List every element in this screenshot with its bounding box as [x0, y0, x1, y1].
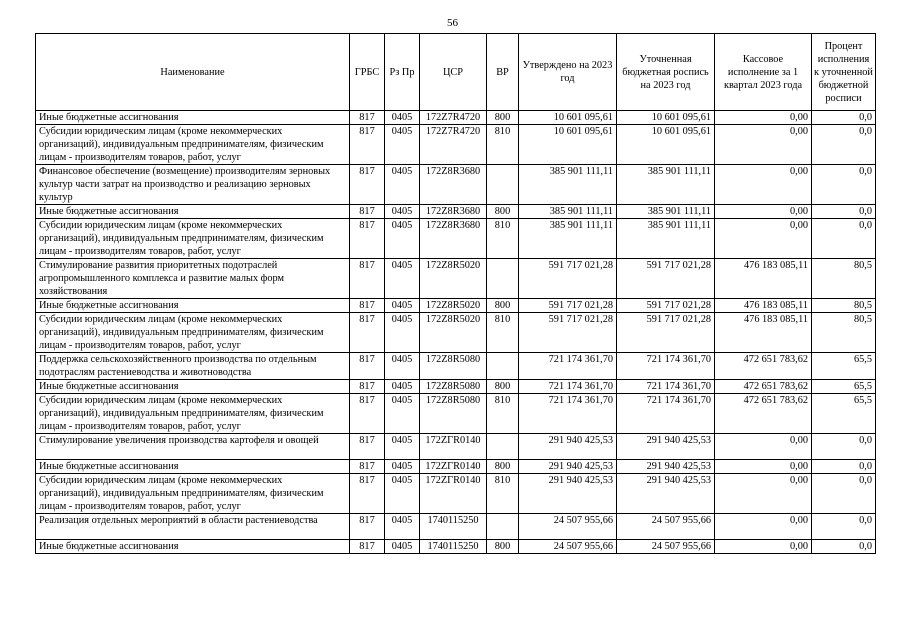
cell-vr: 810: [487, 394, 519, 434]
cell-csr: 172Z8R5080: [420, 380, 487, 394]
cell-rzpr: 0405: [385, 259, 420, 299]
cell-vr: 800: [487, 540, 519, 554]
cell-name: Иные бюджетные ассигнования: [36, 380, 350, 394]
cell-percent: 65,5: [812, 394, 876, 434]
cell-rzpr: 0405: [385, 313, 420, 353]
cell-cash: 472 651 783,62: [715, 353, 812, 380]
header-approved: Утверждено на 2023 год: [519, 34, 617, 111]
cell-csr: 172ZГR0140: [420, 460, 487, 474]
cell-cash: 0,00: [715, 219, 812, 259]
cell-cash: 476 183 085,11: [715, 313, 812, 353]
cell-grbs: 817: [350, 111, 385, 125]
cell-approved: 24 507 955,66: [519, 540, 617, 554]
cell-csr: 172Z8R5020: [420, 259, 487, 299]
cell-rzpr: 0405: [385, 540, 420, 554]
cell-refined: 721 174 361,70: [617, 394, 715, 434]
cell-approved: 721 174 361,70: [519, 394, 617, 434]
cell-grbs: 817: [350, 380, 385, 394]
cell-cash: 472 651 783,62: [715, 394, 812, 434]
cell-percent: 65,5: [812, 380, 876, 394]
cell-rzpr: 0405: [385, 111, 420, 125]
cell-refined: 721 174 361,70: [617, 380, 715, 394]
cell-cash: 0,00: [715, 165, 812, 205]
cell-rzpr: 0405: [385, 514, 420, 540]
cell-rzpr: 0405: [385, 205, 420, 219]
cell-rzpr: 0405: [385, 380, 420, 394]
table-row: [36, 219, 876, 259]
cell-refined: 10 601 095,61: [617, 111, 715, 125]
header-name: Наименование: [36, 34, 350, 111]
table-body: [36, 111, 876, 554]
cell-approved: 721 174 361,70: [519, 353, 617, 380]
cell-vr: [487, 259, 519, 299]
cell-name: Субсидии юридическим лицам (кроме некоммерческих организаций), индивидуальным предпринимателям, физическим лицам - производителям товаров, работ, услуг: [36, 394, 350, 434]
cell-grbs: 817: [350, 514, 385, 540]
cell-grbs: 817: [350, 299, 385, 313]
cell-csr: 172Z8R5020: [420, 299, 487, 313]
cell-vr: 800: [487, 111, 519, 125]
cell-approved: 385 901 111,11: [519, 219, 617, 259]
cell-name: Иные бюджетные ассигнования: [36, 540, 350, 554]
cell-percent: 0,0: [812, 111, 876, 125]
table-row: [36, 474, 876, 514]
table-row: [36, 205, 876, 219]
cell-name: Стимулирование развития приоритетных подотраслей агропромышленного комплекса и развитие малых форм хозяйствования: [36, 259, 350, 299]
cell-cash: 0,00: [715, 474, 812, 514]
cell-rzpr: 0405: [385, 299, 420, 313]
cell-rzpr: 0405: [385, 353, 420, 380]
header-vr: ВР: [487, 34, 519, 111]
cell-vr: 810: [487, 125, 519, 165]
cell-name: Иные бюджетные ассигнования: [36, 299, 350, 313]
table-row: [36, 380, 876, 394]
cell-refined: 385 901 111,11: [617, 219, 715, 259]
cell-vr: 800: [487, 205, 519, 219]
cell-grbs: 817: [350, 165, 385, 205]
cell-cash: 0,00: [715, 540, 812, 554]
cell-vr: 800: [487, 380, 519, 394]
cell-percent: 0,0: [812, 460, 876, 474]
cell-csr: 172ZГR0140: [420, 474, 487, 514]
cell-refined: 591 717 021,28: [617, 313, 715, 353]
cell-percent: 80,5: [812, 259, 876, 299]
header-cash: Кассовое исполнение за 1 квартал 2023 года: [715, 34, 812, 111]
cell-approved: 291 940 425,53: [519, 434, 617, 460]
cell-name: Субсидии юридическим лицам (кроме некоммерческих организаций), индивидуальным предпринимателям, физическим лицам - производителям товаров, работ, услуг: [36, 219, 350, 259]
table-row: [36, 394, 876, 434]
table-row: [36, 514, 876, 540]
cell-refined: 591 717 021,28: [617, 299, 715, 313]
cell-percent: 0,0: [812, 125, 876, 165]
cell-name: Субсидии юридическим лицам (кроме некоммерческих организаций), индивидуальным предпринимателям, физическим лицам - производителям товаров, работ, услуг: [36, 125, 350, 165]
cell-csr: 1740115250: [420, 514, 487, 540]
cell-grbs: 817: [350, 474, 385, 514]
cell-vr: 800: [487, 299, 519, 313]
cell-refined: 10 601 095,61: [617, 125, 715, 165]
cell-percent: 80,5: [812, 313, 876, 353]
cell-vr: [487, 434, 519, 460]
table-row: [36, 313, 876, 353]
cell-csr: 172Z8R3680: [420, 165, 487, 205]
cell-rzpr: 0405: [385, 474, 420, 514]
budget-table: [35, 33, 876, 554]
cell-grbs: 817: [350, 125, 385, 165]
cell-vr: [487, 353, 519, 380]
cell-csr: 1740115250: [420, 540, 487, 554]
cell-cash: 0,00: [715, 434, 812, 460]
cell-refined: 385 901 111,11: [617, 165, 715, 205]
cell-csr: 172Z8R3680: [420, 205, 487, 219]
cell-rzpr: 0405: [385, 394, 420, 434]
table-row: [36, 460, 876, 474]
cell-refined: 24 507 955,66: [617, 540, 715, 554]
cell-approved: 721 174 361,70: [519, 380, 617, 394]
cell-percent: 0,0: [812, 205, 876, 219]
cell-name: Поддержка сельскохозяйственного производства по отдельным подотраслям растениеводства и животноводства: [36, 353, 350, 380]
header-percent: Процент исполнения к уточненной бюджетной росписи: [812, 34, 876, 111]
cell-csr: 172Z8R3680: [420, 219, 487, 259]
cell-rzpr: 0405: [385, 219, 420, 259]
cell-approved: 291 940 425,53: [519, 474, 617, 514]
cell-cash: 476 183 085,11: [715, 259, 812, 299]
table-row: [36, 434, 876, 460]
cell-approved: 591 717 021,28: [519, 313, 617, 353]
cell-grbs: 817: [350, 259, 385, 299]
cell-grbs: 817: [350, 540, 385, 554]
cell-approved: 24 507 955,66: [519, 514, 617, 540]
cell-refined: 24 507 955,66: [617, 514, 715, 540]
cell-approved: 385 901 111,11: [519, 165, 617, 205]
cell-grbs: 817: [350, 460, 385, 474]
cell-grbs: 817: [350, 353, 385, 380]
table-row: [36, 353, 876, 380]
cell-cash: 0,00: [715, 111, 812, 125]
cell-approved: 591 717 021,28: [519, 259, 617, 299]
cell-grbs: 817: [350, 205, 385, 219]
cell-name: Реализация отдельных мероприятий в области растениеводства: [36, 514, 350, 540]
cell-rzpr: 0405: [385, 460, 420, 474]
cell-percent: 0,0: [812, 165, 876, 205]
cell-rzpr: 0405: [385, 165, 420, 205]
cell-cash: 0,00: [715, 125, 812, 165]
cell-approved: 385 901 111,11: [519, 205, 617, 219]
cell-name: Иные бюджетные ассигнования: [36, 111, 350, 125]
cell-rzpr: 0405: [385, 434, 420, 460]
cell-grbs: 817: [350, 219, 385, 259]
cell-cash: 472 651 783,62: [715, 380, 812, 394]
cell-csr: 172Z8R5020: [420, 313, 487, 353]
cell-grbs: 817: [350, 394, 385, 434]
cell-cash: 0,00: [715, 460, 812, 474]
header-refined: Уточненная бюджетная роспись на 2023 год: [617, 34, 715, 111]
table-row: [36, 299, 876, 313]
cell-name: Субсидии юридическим лицам (кроме некоммерческих организаций), индивидуальным предпринимателям, физическим лицам - производителям товаров, работ, услуг: [36, 313, 350, 353]
cell-refined: 591 717 021,28: [617, 259, 715, 299]
cell-percent: 0,0: [812, 434, 876, 460]
cell-percent: 0,0: [812, 540, 876, 554]
cell-approved: 10 601 095,61: [519, 111, 617, 125]
cell-grbs: 817: [350, 434, 385, 460]
page-number: 56: [447, 17, 458, 29]
cell-csr: 172ZГR0140: [420, 434, 487, 460]
cell-vr: 800: [487, 460, 519, 474]
cell-name: Стимулирование увеличения производства картофеля и овощей: [36, 434, 350, 460]
cell-cash: 0,00: [715, 514, 812, 540]
cell-approved: 591 717 021,28: [519, 299, 617, 313]
cell-vr: 810: [487, 474, 519, 514]
table-row: [36, 125, 876, 165]
cell-csr: 172Z7R4720: [420, 125, 487, 165]
cell-name: Иные бюджетные ассигнования: [36, 460, 350, 474]
cell-percent: 65,5: [812, 353, 876, 380]
cell-csr: 172Z8R5080: [420, 353, 487, 380]
cell-vr: 810: [487, 219, 519, 259]
cell-approved: 10 601 095,61: [519, 125, 617, 165]
header-csr: ЦСР: [420, 34, 487, 111]
cell-percent: 0,0: [812, 219, 876, 259]
cell-percent: 80,5: [812, 299, 876, 313]
cell-grbs: 817: [350, 313, 385, 353]
cell-name: Иные бюджетные ассигнования: [36, 205, 350, 219]
cell-csr: 172Z8R5080: [420, 394, 487, 434]
table-row: [36, 540, 876, 554]
cell-refined: 385 901 111,11: [617, 205, 715, 219]
cell-refined: 291 940 425,53: [617, 460, 715, 474]
cell-name: Финансовое обеспечение (возмещение) производителям зерновых культур части затрат на производство и реализацию зерновых культур: [36, 165, 350, 205]
cell-cash: 0,00: [715, 205, 812, 219]
cell-vr: 810: [487, 313, 519, 353]
cell-vr: [487, 514, 519, 540]
cell-percent: 0,0: [812, 514, 876, 540]
cell-vr: [487, 165, 519, 205]
header-rzpr: Рз Пр: [385, 34, 420, 111]
cell-cash: 476 183 085,11: [715, 299, 812, 313]
cell-rzpr: 0405: [385, 125, 420, 165]
table-header: [36, 34, 876, 111]
cell-percent: 0,0: [812, 474, 876, 514]
cell-approved: 291 940 425,53: [519, 460, 617, 474]
header-grbs: ГРБС: [350, 34, 385, 111]
cell-csr: 172Z7R4720: [420, 111, 487, 125]
cell-refined: 291 940 425,53: [617, 434, 715, 460]
table-row: [36, 165, 876, 205]
cell-name: Субсидии юридическим лицам (кроме некоммерческих организаций), индивидуальным предпринимателям, физическим лицам - производителям товаров, работ, услуг: [36, 474, 350, 514]
table-row: [36, 259, 876, 299]
cell-refined: 721 174 361,70: [617, 353, 715, 380]
table-row: [36, 111, 876, 125]
cell-refined: 291 940 425,53: [617, 474, 715, 514]
